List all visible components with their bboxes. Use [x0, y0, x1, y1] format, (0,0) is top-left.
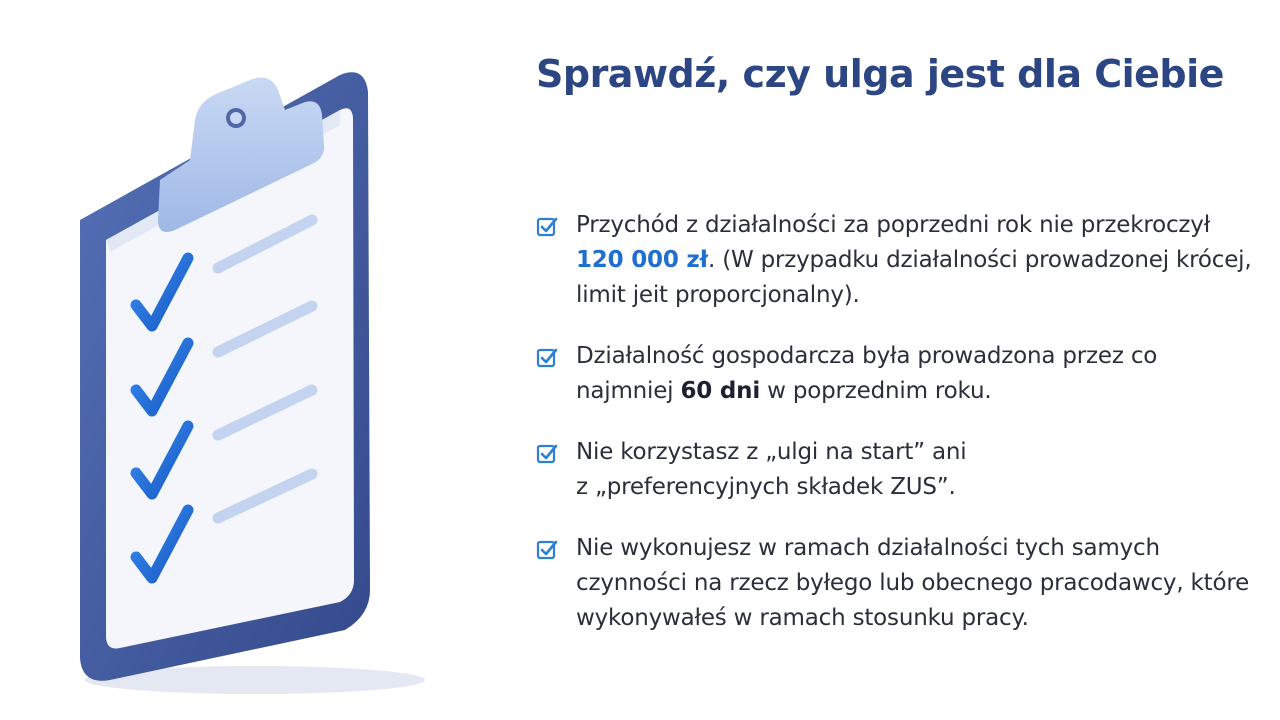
item-text: Nie wykonujesz w ramach działalności tych samych czynności na rzecz byłego lub obecnego pracodawcy, które wykonywałeś w ramach stosunku pracy. [576, 535, 1250, 631]
list-item [536, 339, 1256, 409]
list-item [536, 208, 1256, 313]
item-text: w poprzednim roku. [760, 378, 992, 404]
list-item [536, 435, 1256, 505]
item-text: Działalność gospodarcza była prowadzona przez co najmniej [576, 343, 1158, 404]
checkbox-checked-icon [536, 539, 558, 561]
days-limit-value: 60 dni [680, 378, 761, 404]
clipboard-checklist-icon [40, 30, 460, 710]
checkbox-checked-icon [536, 443, 558, 465]
item-text: . (W przypadku działalności prowadzonej krócej, limit jeit proporcjonalny). [576, 247, 1252, 308]
item-text: Nie korzystasz z „ulgi na start” ani [576, 439, 967, 465]
item-text: Przychód z działalności za poprzedni rok nie przekroczył [576, 212, 1211, 238]
page-title: Sprawdź, czy ulga jest dla Ciebie [536, 52, 1224, 96]
checkbox-checked-icon [536, 216, 558, 238]
list-item [536, 531, 1256, 636]
item-text: z „preferencyjnych składek ZUS”. [576, 474, 956, 500]
eligibility-list [536, 208, 1256, 662]
checkbox-checked-icon [536, 347, 558, 369]
income-limit-value: 120 000 zł [576, 247, 708, 273]
